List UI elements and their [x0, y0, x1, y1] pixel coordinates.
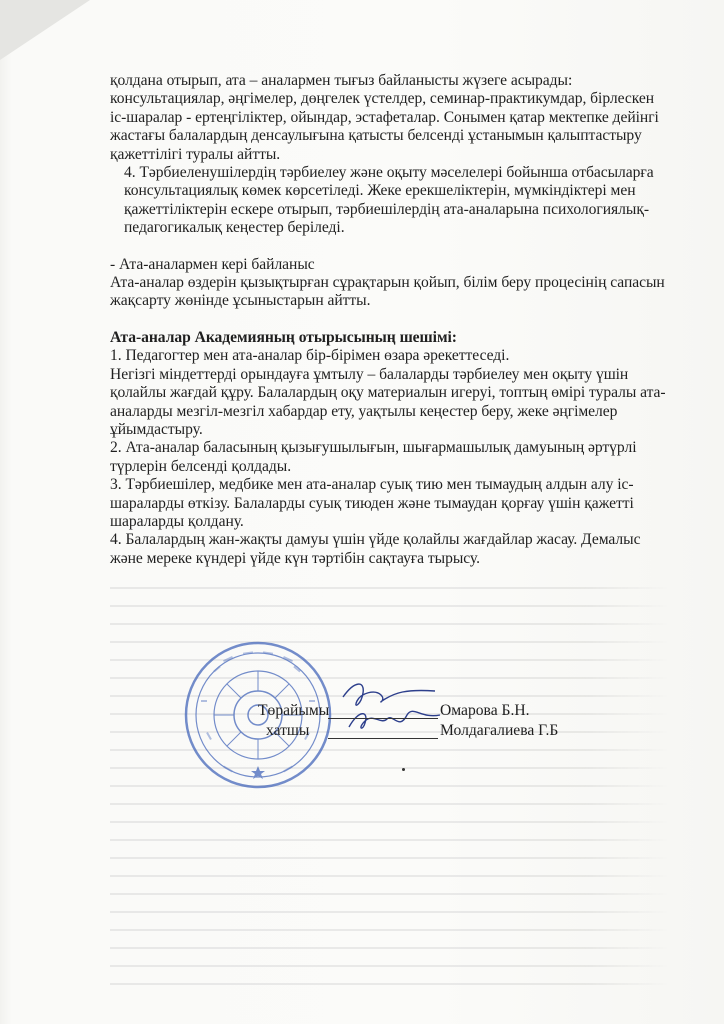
- ink-dot: [402, 768, 405, 771]
- chair-name: Омарова Б.Н.: [440, 702, 530, 719]
- chair-label: Төрайымы: [258, 702, 330, 719]
- decision-heading: Ата-аналар Академияның отырысының шешімі:: [110, 328, 457, 346]
- decision-item-2: 2. Ата-аналар баласының қызығушылығын, шығармашылық дамуының әртүрлі түрлерін белсенді қолдады.: [110, 439, 637, 475]
- secretary-signature-row: [0, 722, 724, 742]
- secretary-signature-line: [328, 738, 438, 739]
- page-fold: [0, 0, 90, 60]
- chair-signature-row: [0, 702, 724, 722]
- paragraph: қолдана отырып, ата – аналармен тығыз байланысты жүзеге асырады: консультациялар, әңгімелер, дөңгелек үстелдер, семинар-практикумдар, бірлескен іс-шаралар - ертеңгіліктер, ойындар, эстафеталар. Сонымен қатар мектепке дейінгі жастағы балалардың денсаулығына қатысты белсенді ұстанымын қалыптастыру қажеттілігі туралы айтты.: [110, 72, 659, 163]
- paragraph-item-4: 4. Тәрбиеленушілердің тәрбиелеу және оқыту мәселелері бойынша отбасыларға консультациялық көмек көрсетіледі. Жеке ерекшеліктерін, мүмкіндіктері мен қажеттіліктерін ескере отырып, тәрбиешілердің ата-аналарына психологиялық-педагогикалық кеңестер беріледі.: [124, 164, 654, 237]
- decision-item-4: 4. Балалардың жан-жақты дамуы үшін үйде қолайлы жағдайлар жасау. Демалыс және мереке күндері үйде күн тәртібін сақтауға тырысу.: [110, 531, 641, 567]
- secretary-name: Молдагалиева Г.Б: [440, 722, 559, 739]
- paragraph: Ата-аналар өздерін қызықтырған сұрақтарын қойып, білім беру процесінің сапасын жақсарту жөнінде ұсыныстарын айтты.: [110, 274, 665, 310]
- document-body: [110, 72, 670, 568]
- secretary-label: хатшы: [266, 722, 310, 739]
- chair-signature-line: [328, 718, 438, 719]
- decision-item-1: 1. Педагогтер мен ата-аналар бір-бірімен өзара әрекеттеседі.: [110, 347, 510, 365]
- feedback-heading: - Ата-аналармен кері байланыс: [110, 255, 315, 273]
- decision-item-3: 3. Тәрбиешілер, медбике мен ата-аналар суық тию мен тымаудың алдын алу іс-шараларды өткізу. Балаларды суық тиюден және тымаудан қорғау үшін қажетті шараларды қолдану.: [110, 476, 634, 530]
- paragraph: Негізгі міндеттерді орындауға ұмтылу – балаларды тәрбиелеу мен оқыту үшін қолайлы жағдай құру. Балалардың оқу материалын игеруі, топтың өмірі туралы ата-аналарды мезгіл-мезгіл хабардар ету, уақтылы кеңестер беру, жеке әңгімелер ұйымдастыру.: [110, 365, 666, 438]
